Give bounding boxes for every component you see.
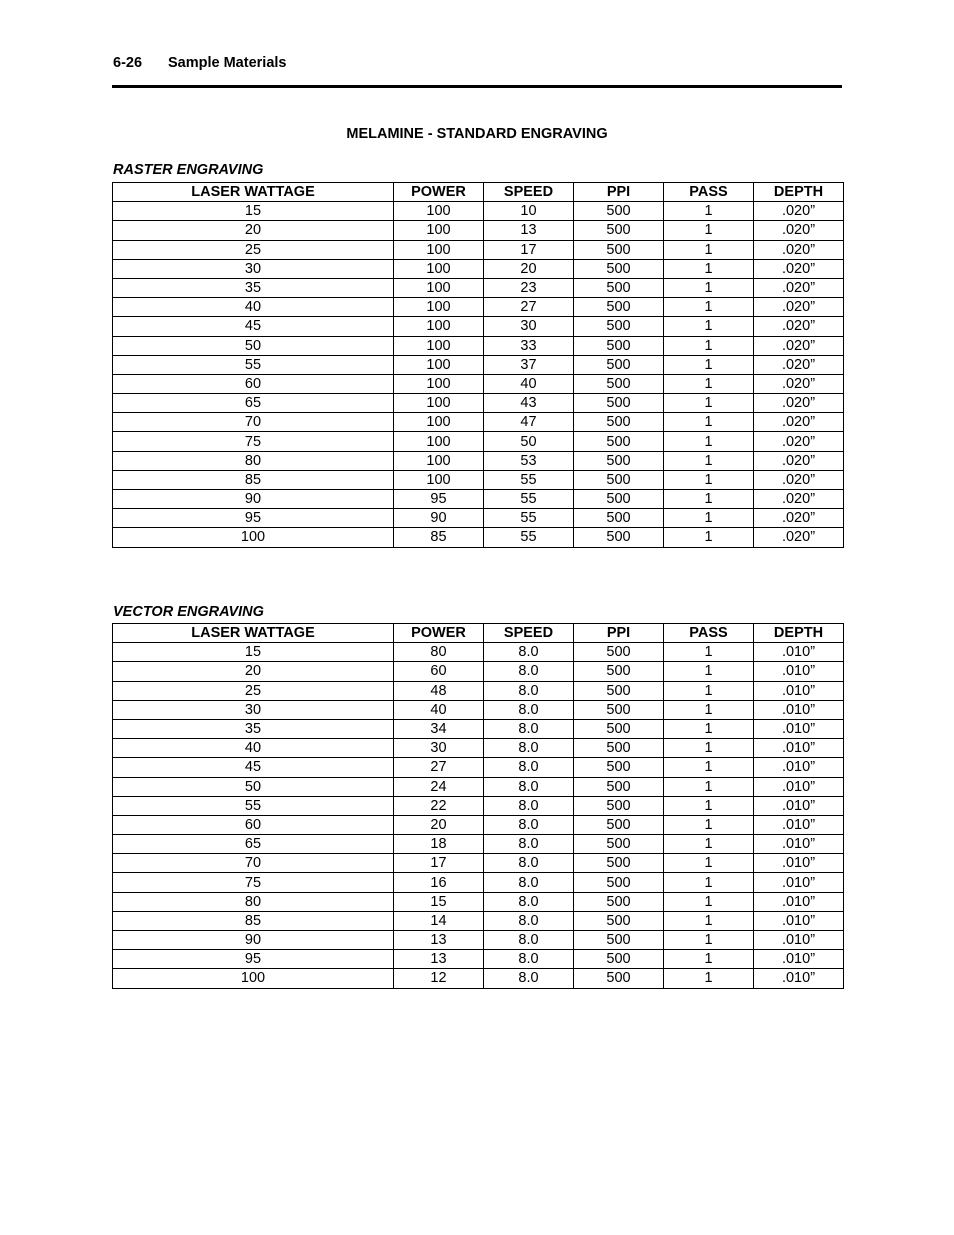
table-cell: 100 xyxy=(394,298,484,317)
table-cell: 8.0 xyxy=(484,892,574,911)
table-cell: 16 xyxy=(394,873,484,892)
table-row xyxy=(113,719,844,738)
table-cell: 50 xyxy=(484,432,574,451)
table-cell: 15 xyxy=(113,643,394,662)
table-cell: 1 xyxy=(664,796,754,815)
table-cell: 40 xyxy=(113,739,394,758)
table-cell: 20 xyxy=(113,662,394,681)
column-header: PASS xyxy=(664,183,754,202)
table-cell: 8.0 xyxy=(484,739,574,758)
table-row xyxy=(113,374,844,393)
vector-section-label: VECTOR ENGRAVING xyxy=(113,604,264,620)
table-cell: 500 xyxy=(574,374,664,393)
table-cell: 500 xyxy=(574,950,664,969)
table-cell: 500 xyxy=(574,355,664,374)
table-cell: .010” xyxy=(754,758,844,777)
table-cell: .020” xyxy=(754,278,844,297)
column-header: POWER xyxy=(394,624,484,643)
table-cell: 85 xyxy=(113,470,394,489)
table-cell: 500 xyxy=(574,221,664,240)
table-cell: 85 xyxy=(394,528,484,547)
table-cell: 1 xyxy=(664,873,754,892)
table-cell: .010” xyxy=(754,950,844,969)
table-cell: 500 xyxy=(574,796,664,815)
table-cell: 500 xyxy=(574,394,664,413)
table-cell: 500 xyxy=(574,413,664,432)
table-cell: 100 xyxy=(394,336,484,355)
table-row xyxy=(113,451,844,470)
table-cell: 95 xyxy=(394,490,484,509)
table-cell: 15 xyxy=(394,892,484,911)
table-row xyxy=(113,854,844,873)
column-header: LASER WATTAGE xyxy=(113,183,394,202)
table-cell: .020” xyxy=(754,336,844,355)
table-row xyxy=(113,490,844,509)
table-cell: .020” xyxy=(754,432,844,451)
table-cell: 1 xyxy=(664,854,754,873)
table-cell: 8.0 xyxy=(484,854,574,873)
column-header: SPEED xyxy=(484,624,574,643)
table-row xyxy=(113,413,844,432)
table-cell: 100 xyxy=(113,528,394,547)
table-cell: 55 xyxy=(484,490,574,509)
table-cell: 500 xyxy=(574,643,664,662)
table-cell: 90 xyxy=(394,509,484,528)
table-row xyxy=(113,355,844,374)
column-header: DEPTH xyxy=(754,183,844,202)
table-row xyxy=(113,278,844,297)
table-row xyxy=(113,758,844,777)
table-cell: .020” xyxy=(754,259,844,278)
table-cell: 80 xyxy=(113,892,394,911)
table-cell: 500 xyxy=(574,911,664,930)
table-cell: 1 xyxy=(664,815,754,834)
table-cell: 1 xyxy=(664,490,754,509)
table-cell: 1 xyxy=(664,969,754,988)
table-cell: 500 xyxy=(574,739,664,758)
table-cell: 100 xyxy=(394,394,484,413)
table-cell: 80 xyxy=(394,643,484,662)
table-cell: 25 xyxy=(113,240,394,259)
table-cell: 35 xyxy=(113,719,394,738)
table-cell: 95 xyxy=(113,509,394,528)
table-row xyxy=(113,298,844,317)
table-cell: 1 xyxy=(664,931,754,950)
table-cell: 1 xyxy=(664,355,754,374)
raster-table xyxy=(112,182,844,548)
table-cell: .020” xyxy=(754,470,844,489)
table-row xyxy=(113,221,844,240)
table-cell: 8.0 xyxy=(484,681,574,700)
column-header: PPI xyxy=(574,624,664,643)
table-cell: 8.0 xyxy=(484,758,574,777)
table-cell: 47 xyxy=(484,413,574,432)
table-cell: 55 xyxy=(113,355,394,374)
table-cell: .020” xyxy=(754,298,844,317)
table-cell: 14 xyxy=(394,911,484,930)
table-cell: 500 xyxy=(574,931,664,950)
table-cell: 70 xyxy=(113,413,394,432)
table-cell: 1 xyxy=(664,432,754,451)
table-cell: 100 xyxy=(394,317,484,336)
table-header-row xyxy=(113,624,844,643)
table-cell: .010” xyxy=(754,815,844,834)
table-cell: 500 xyxy=(574,873,664,892)
table-cell: 27 xyxy=(394,758,484,777)
table-row xyxy=(113,336,844,355)
table-cell: 500 xyxy=(574,854,664,873)
table-cell: 500 xyxy=(574,758,664,777)
table-row xyxy=(113,432,844,451)
table-cell: .010” xyxy=(754,739,844,758)
table-cell: 1 xyxy=(664,298,754,317)
table-cell: .010” xyxy=(754,854,844,873)
table-cell: 85 xyxy=(113,911,394,930)
table-cell: 45 xyxy=(113,758,394,777)
table-cell: 500 xyxy=(574,969,664,988)
column-header: PASS xyxy=(664,624,754,643)
table-cell: 60 xyxy=(113,815,394,834)
table-cell: 13 xyxy=(394,950,484,969)
table-header-row xyxy=(113,183,844,202)
page-number: 6-26 xyxy=(113,55,143,71)
table-cell: 100 xyxy=(394,374,484,393)
table-cell: 1 xyxy=(664,892,754,911)
table-cell: 1 xyxy=(664,662,754,681)
table-row xyxy=(113,873,844,892)
table-cell: 8.0 xyxy=(484,662,574,681)
table-cell: 17 xyxy=(394,854,484,873)
raster-section-label: RASTER ENGRAVING xyxy=(113,162,264,178)
table-cell: 1 xyxy=(664,202,754,221)
table-cell: 55 xyxy=(113,796,394,815)
table-row xyxy=(113,470,844,489)
table-cell: 13 xyxy=(484,221,574,240)
table-cell: 8.0 xyxy=(484,777,574,796)
table-cell: .020” xyxy=(754,202,844,221)
table-row xyxy=(113,931,844,950)
table-cell: 8.0 xyxy=(484,950,574,969)
table-cell: 500 xyxy=(574,490,664,509)
table-row xyxy=(113,777,844,796)
table-cell: 30 xyxy=(394,739,484,758)
table-cell: 1 xyxy=(664,911,754,930)
table-cell: 500 xyxy=(574,298,664,317)
table-row xyxy=(113,509,844,528)
table-cell: 1 xyxy=(664,394,754,413)
table-row xyxy=(113,202,844,221)
table-cell: 8.0 xyxy=(484,873,574,892)
table-cell: 55 xyxy=(484,509,574,528)
table-cell: 20 xyxy=(394,815,484,834)
table-cell: 500 xyxy=(574,662,664,681)
table-cell: .010” xyxy=(754,873,844,892)
document-title: MELAMINE - STANDARD ENGRAVING xyxy=(346,126,608,142)
table-cell: 100 xyxy=(394,413,484,432)
table-row xyxy=(113,528,844,547)
table-cell: 15 xyxy=(113,202,394,221)
table-cell: 500 xyxy=(574,470,664,489)
table-cell: 500 xyxy=(574,317,664,336)
vector-table xyxy=(112,623,844,989)
table-cell: .020” xyxy=(754,221,844,240)
table-cell: 500 xyxy=(574,432,664,451)
table-cell: .010” xyxy=(754,969,844,988)
table-cell: 1 xyxy=(664,259,754,278)
table-cell: 500 xyxy=(574,719,664,738)
table-cell: 43 xyxy=(484,394,574,413)
table-cell: .010” xyxy=(754,643,844,662)
table-cell: 1 xyxy=(664,528,754,547)
table-cell: 1 xyxy=(664,835,754,854)
table-cell: 1 xyxy=(664,719,754,738)
section-title: Sample Materials xyxy=(168,55,287,71)
column-header: PPI xyxy=(574,183,664,202)
table-cell: 100 xyxy=(394,240,484,259)
table-cell: 90 xyxy=(113,931,394,950)
table-cell: 1 xyxy=(664,470,754,489)
table-row xyxy=(113,259,844,278)
column-header: DEPTH xyxy=(754,624,844,643)
table-cell: 12 xyxy=(394,969,484,988)
table-cell: 1 xyxy=(664,950,754,969)
table-row xyxy=(113,796,844,815)
column-header: LASER WATTAGE xyxy=(113,624,394,643)
table-cell: .020” xyxy=(754,451,844,470)
table-cell: 8.0 xyxy=(484,911,574,930)
table-cell: 90 xyxy=(113,490,394,509)
table-cell: 40 xyxy=(394,700,484,719)
table-cell: 18 xyxy=(394,835,484,854)
table-cell: 500 xyxy=(574,528,664,547)
table-cell: 48 xyxy=(394,681,484,700)
table-cell: 30 xyxy=(484,317,574,336)
table-cell: 8.0 xyxy=(484,643,574,662)
table-cell: 30 xyxy=(113,259,394,278)
table-cell: 100 xyxy=(394,221,484,240)
table-row xyxy=(113,969,844,988)
table-cell: 8.0 xyxy=(484,931,574,950)
table-cell: 20 xyxy=(113,221,394,240)
table-cell: .020” xyxy=(754,374,844,393)
table-cell: 1 xyxy=(664,413,754,432)
table-cell: 33 xyxy=(484,336,574,355)
table-cell: .010” xyxy=(754,911,844,930)
table-cell: 500 xyxy=(574,451,664,470)
table-cell: .010” xyxy=(754,892,844,911)
table-cell: 75 xyxy=(113,873,394,892)
table-cell: 100 xyxy=(394,259,484,278)
table-cell: 1 xyxy=(664,509,754,528)
table-row xyxy=(113,240,844,259)
table-cell: 55 xyxy=(484,528,574,547)
table-cell: .020” xyxy=(754,317,844,336)
table-cell: 40 xyxy=(484,374,574,393)
table-row xyxy=(113,643,844,662)
table-cell: 34 xyxy=(394,719,484,738)
table-cell: .020” xyxy=(754,240,844,259)
column-header: SPEED xyxy=(484,183,574,202)
table-cell: 40 xyxy=(113,298,394,317)
table-cell: 45 xyxy=(113,317,394,336)
table-cell: 8.0 xyxy=(484,796,574,815)
table-row xyxy=(113,700,844,719)
table-cell: 500 xyxy=(574,700,664,719)
table-cell: 500 xyxy=(574,278,664,297)
table-cell: 1 xyxy=(664,758,754,777)
table-cell: 53 xyxy=(484,451,574,470)
table-cell: 22 xyxy=(394,796,484,815)
table-cell: 500 xyxy=(574,815,664,834)
table-cell: 500 xyxy=(574,240,664,259)
table-cell: 100 xyxy=(113,969,394,988)
table-cell: 100 xyxy=(394,202,484,221)
table-cell: 500 xyxy=(574,509,664,528)
table-cell: 65 xyxy=(113,394,394,413)
table-cell: .020” xyxy=(754,490,844,509)
column-header: POWER xyxy=(394,183,484,202)
table-cell: 1 xyxy=(664,739,754,758)
table-cell: 1 xyxy=(664,681,754,700)
table-cell: .020” xyxy=(754,394,844,413)
table-cell: .010” xyxy=(754,835,844,854)
table-cell: 1 xyxy=(664,777,754,796)
table-cell: .020” xyxy=(754,509,844,528)
table-cell: 1 xyxy=(664,700,754,719)
table-cell: 100 xyxy=(394,432,484,451)
table-cell: 23 xyxy=(484,278,574,297)
table-cell: 8.0 xyxy=(484,719,574,738)
table-cell: 50 xyxy=(113,336,394,355)
table-cell: 55 xyxy=(484,470,574,489)
table-cell: 80 xyxy=(113,451,394,470)
table-cell: 100 xyxy=(394,355,484,374)
table-cell: 8.0 xyxy=(484,815,574,834)
table-row xyxy=(113,662,844,681)
table-row xyxy=(113,394,844,413)
table-cell: 8.0 xyxy=(484,835,574,854)
table-cell: .010” xyxy=(754,700,844,719)
table-cell: .010” xyxy=(754,662,844,681)
table-cell: 1 xyxy=(664,240,754,259)
table-row xyxy=(113,317,844,336)
table-cell: 1 xyxy=(664,643,754,662)
header-rule xyxy=(112,85,842,88)
table-cell: .010” xyxy=(754,931,844,950)
table-cell: .020” xyxy=(754,355,844,374)
table-cell: 95 xyxy=(113,950,394,969)
table-cell: 100 xyxy=(394,451,484,470)
table-cell: 1 xyxy=(664,278,754,297)
table-cell: 100 xyxy=(394,278,484,297)
table-cell: 8.0 xyxy=(484,969,574,988)
table-cell: 20 xyxy=(484,259,574,278)
table-cell: 500 xyxy=(574,777,664,796)
table-cell: 30 xyxy=(113,700,394,719)
table-cell: 500 xyxy=(574,892,664,911)
table-row xyxy=(113,739,844,758)
table-cell: 500 xyxy=(574,259,664,278)
table-cell: 60 xyxy=(394,662,484,681)
table-cell: .010” xyxy=(754,777,844,796)
table-cell: 75 xyxy=(113,432,394,451)
table-cell: .010” xyxy=(754,681,844,700)
table-cell: 35 xyxy=(113,278,394,297)
table-cell: .010” xyxy=(754,796,844,815)
table-cell: 17 xyxy=(484,240,574,259)
table-cell: .020” xyxy=(754,413,844,432)
table-row xyxy=(113,835,844,854)
table-cell: 60 xyxy=(113,374,394,393)
page-header xyxy=(113,55,286,71)
table-cell: .020” xyxy=(754,528,844,547)
table-cell: .010” xyxy=(754,719,844,738)
table-cell: 1 xyxy=(664,451,754,470)
table-cell: 10 xyxy=(484,202,574,221)
table-row xyxy=(113,815,844,834)
table-cell: 70 xyxy=(113,854,394,873)
table-cell: 500 xyxy=(574,681,664,700)
table-cell: 8.0 xyxy=(484,700,574,719)
table-cell: 65 xyxy=(113,835,394,854)
table-cell: 500 xyxy=(574,835,664,854)
table-row xyxy=(113,892,844,911)
table-cell: 500 xyxy=(574,336,664,355)
table-cell: 100 xyxy=(394,470,484,489)
table-cell: 500 xyxy=(574,202,664,221)
table-cell: 1 xyxy=(664,221,754,240)
table-cell: 24 xyxy=(394,777,484,796)
table-cell: 25 xyxy=(113,681,394,700)
table-cell: 27 xyxy=(484,298,574,317)
table-cell: 1 xyxy=(664,336,754,355)
table-cell: 13 xyxy=(394,931,484,950)
table-row xyxy=(113,911,844,930)
table-row xyxy=(113,681,844,700)
table-cell: 37 xyxy=(484,355,574,374)
table-cell: 50 xyxy=(113,777,394,796)
table-cell: 1 xyxy=(664,374,754,393)
table-row xyxy=(113,950,844,969)
table-cell: 1 xyxy=(664,317,754,336)
